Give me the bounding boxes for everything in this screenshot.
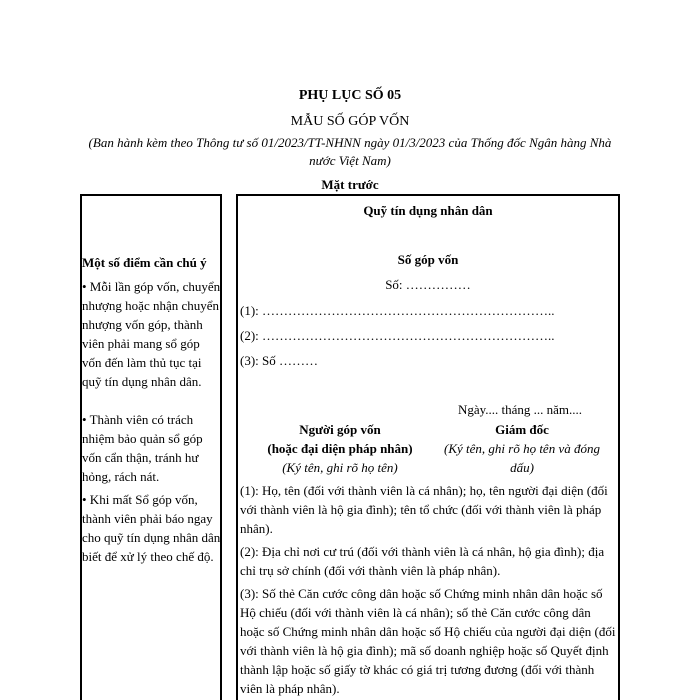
note-item: • Thành viên có trách nhiệm bảo quản sổ góp vốn cẩn thận, tránh hư hỏng, rách nát. bbox=[82, 412, 203, 484]
form-title: MẪU SỐ GÓP VỐN bbox=[290, 114, 410, 129]
contributor-sign-note: (Ký tên, ghi rõ họ tên) bbox=[282, 460, 398, 475]
issuance-note: (Ban hành kèm theo Thông tư số 01/2023/TT-NHNN ngày 01/3/2023 của Thống đốc Ngân hàng Nhà nước Việt Nam) bbox=[88, 135, 612, 168]
footnote-3: (3): Số thẻ Căn cước công dân hoặc số Chứng minh nhân dân hoặc số Hộ chiếu (đối với thành viên là cá nhân); số thẻ Căn cước công dân hoặc số Chứng minh nhân dân hoặc số Hộ chiếu của người đại diện (đối với thành viên là hộ gia đình); mã số doanh nghiệp hoặc số Quyết định thành lập hoặc số giấy tờ khác có giá trị tương đương (đối với thành viên là pháp nhân). bbox=[240, 586, 616, 696]
field-line-1: (1): ………………………………………………………….. bbox=[240, 303, 555, 318]
book-title: Số góp vốn bbox=[397, 252, 459, 267]
contributor-signature-block bbox=[250, 420, 430, 477]
note-item: • Mỗi lần góp vốn, chuyển nhượng hoặc nhận chuyển nhượng vốn góp, thành viên phải mang sổ góp vốn đến làm thủ tục tại quỹ tín dụng nhân dân. bbox=[82, 279, 221, 389]
field-line-2: (2): ………………………………………………………….. bbox=[240, 328, 555, 343]
front-side-label: Mặt trước bbox=[321, 177, 379, 192]
director-signature-block bbox=[432, 420, 612, 477]
fund-name: Quỹ tín dụng nhân dân bbox=[363, 203, 493, 218]
notes-title: Một số điểm cần chú ý bbox=[82, 255, 207, 270]
footnote-2: (2): Địa chỉ nơi cư trú (đối với thành viên là cá nhân, hộ gia đình); địa chỉ trụ sở chính (đối với thành viên là pháp nhân). bbox=[240, 544, 605, 578]
contributor-subtitle: (hoặc đại diện pháp nhân) bbox=[267, 441, 413, 456]
director-title: Giám đốc bbox=[495, 422, 549, 437]
footnote-1: (1): Họ, tên (đối với thành viên là cá nhân); họ, tên người đại diện (đối với thành viên là hộ gia đình); tên tổ chức (đối với thành viên là pháp nhân). bbox=[240, 483, 608, 536]
contributor-title: Người góp vốn bbox=[299, 422, 381, 437]
appendix-title: PHỤ LỤC SỐ 05 bbox=[298, 88, 402, 103]
note-item: • Khi mất Sổ góp vốn, thành viên phải báo ngay cho quỹ tín dụng nhân dân biết để xử lý theo chế độ. bbox=[82, 492, 221, 564]
date-line: Ngày.... tháng ... năm.... bbox=[457, 402, 583, 417]
field-line-3: (3): Số ……… bbox=[240, 353, 318, 368]
director-sign-note: (Ký tên, ghi rõ họ tên và đóng dấu) bbox=[444, 441, 600, 475]
book-number: Số: …………… bbox=[385, 277, 471, 292]
